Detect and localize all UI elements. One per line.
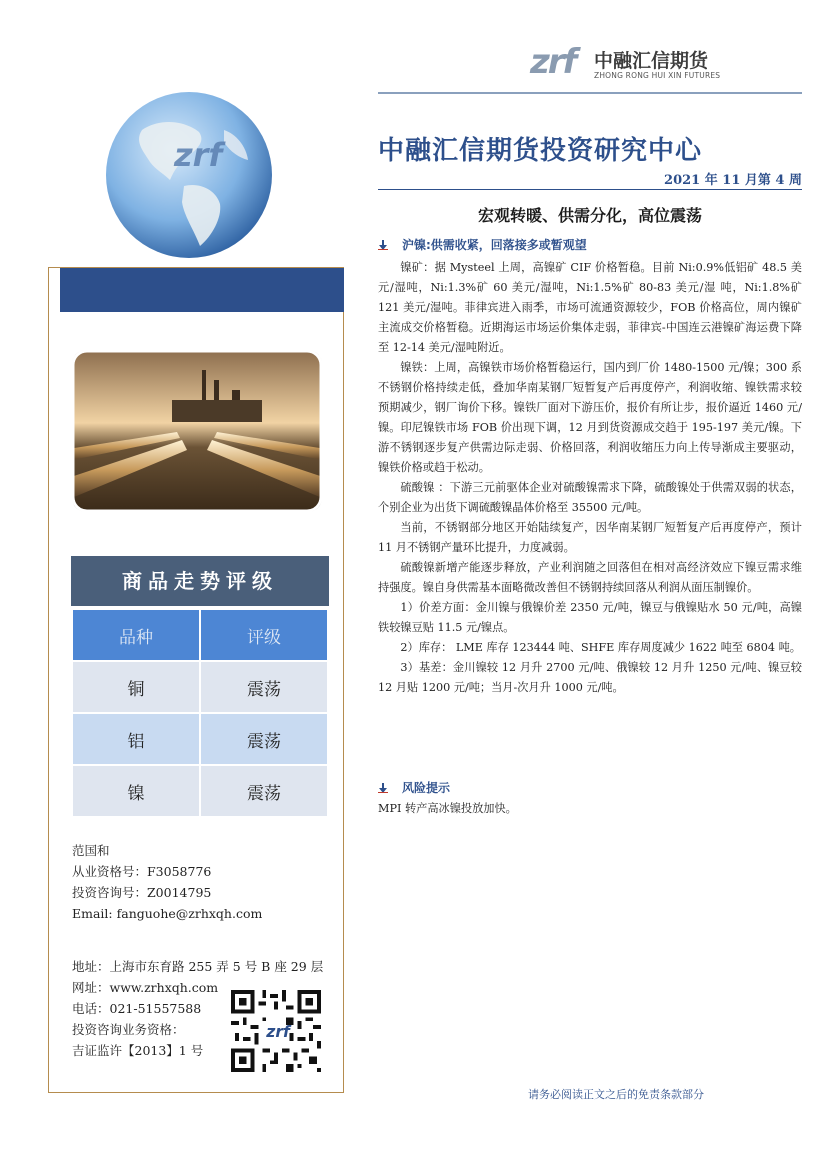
analyst-cert: 从业资格号：F3058776 — [72, 864, 212, 879]
paragraph: 硫酸镍新增产能逐步释放，产业利润随之回落但在相对高经济效应下镍豆需求维持强度。镍自身供需基本面略微改善但不锈钢持续回落从利润从面压制镍价。 — [378, 561, 802, 594]
paragraph: 2）库存： LME 库存 123444 吨、SHFE 库存周度减少 1622 吨至 6804 吨。 — [400, 641, 801, 654]
variety-cell: 镍 — [73, 766, 199, 816]
table-row — [73, 714, 327, 764]
section-heading-text: 沪镍:供需收紧，回落接多或暂观望 — [402, 238, 587, 252]
page-title: 中融汇信期货投资研究中心 — [378, 136, 703, 166]
paragraph: 1）价差方面：金川镍与俄镍价差 2350 元/吨，镍豆与俄镍贴水 50 元/吨，高镍铁较镍豆贴 11.5 元/镍点。 — [378, 601, 802, 634]
section-heading-text: 风险提示 — [402, 781, 451, 795]
col-variety-header: 品种 — [73, 610, 199, 660]
analyst-info — [72, 840, 262, 924]
disclaimer-note: 请务必阅读正文之后的免责条款部分 — [528, 1088, 704, 1101]
svg-text:zrf: zrf — [174, 136, 223, 174]
globe-image — [104, 90, 274, 260]
bullet-arrow-icon — [378, 782, 388, 792]
qualification-label: 投资咨询业务资格： — [72, 1022, 185, 1037]
variety-cell: 铝 — [73, 714, 199, 764]
pipeline-photo — [72, 350, 322, 512]
logo-mark: zrf — [530, 42, 576, 82]
report-date: 2021 年 11 月第 4 周 — [664, 173, 802, 188]
company-phone: 电话：021-51557588 — [72, 1001, 202, 1016]
report-body — [378, 258, 802, 698]
rating-header-row — [73, 610, 327, 660]
rating-cell: 震荡 — [201, 714, 327, 764]
col-rating-header: 评级 — [201, 610, 327, 660]
table-row — [73, 662, 327, 712]
variety-cell: 铜 — [73, 662, 199, 712]
table-row — [73, 766, 327, 816]
analyst-name: 范国和 — [72, 843, 110, 858]
paragraph: 3）基差：金川镍较 12 月升 2700 元/吨、俄镍较 12 月升 1250 元/吨、镍豆较 12 月贴 1200 元/吨；当月-次月升 1000 元/吨。 — [378, 661, 802, 694]
sidebar-header-bar — [60, 268, 344, 312]
company-website[interactable]: 网址：www.zrhxqh.com — [72, 980, 219, 995]
analyst-advisory: 投资咨询号：Z0014795 — [72, 885, 212, 900]
rating-cell: 震荡 — [201, 766, 327, 816]
svg-text:zrf: zrf — [266, 1022, 290, 1041]
paragraph: 硫酸镍 ：下游三元前驱体企业对硫酸镍需求下降，硫酸镍处于供需双弱的状态，个别企业为出货下调硫酸镍晶体价格至 35500 元/吨。 — [378, 481, 802, 514]
qr-code-icon — [230, 990, 322, 1072]
qualification-value: 吉证监许【2013】1 号 — [72, 1043, 204, 1058]
paragraph: 镍铁：上周，高镍铁市场价格暂稳运行，国内到厂价 1480-1500 元/镍；300 系不锈钢价格持续走低，叠加华南某钢厂短暂复产后再度停产，利润收缩、镍铁需求较预期减少，钢厂询价下移。镍铁厂面对下游压价，报价有所让步，报价逼近 1460 元/镍。印尼镍铁市场 FOB 价出现下调，12 月到货资源成交趋于 195-197 美元/镍。下游不锈钢逐步复产供需边际走弱、价格回落，利润收缩压力向上传导渐成主要驱动，镍铁价格或趋于松动。 — [378, 361, 802, 474]
top-divider — [378, 92, 802, 94]
company-logo — [530, 40, 730, 88]
risk-text: MPI 转产高冰镍投放加快。 — [378, 802, 517, 815]
report-subtitle: 宏观转暖、供需分化，高位震荡 — [477, 206, 702, 225]
section-heading-risk — [378, 779, 450, 796]
section-heading-nickel — [378, 236, 587, 253]
title-divider — [378, 189, 802, 190]
logo-name-cn: 中融汇信期货 — [594, 50, 709, 72]
rating-title: 商品走势评级 — [71, 556, 329, 606]
bullet-arrow-icon — [378, 239, 388, 249]
logo-name-en: ZHONG RONG HUI XIN FUTURES — [594, 71, 721, 80]
paragraph: 当前，不锈钢部分地区开始陆续复产，因华南某钢厂短暂复产后再度停产，预计 11 月不锈钢产量环比提升，力度减弱。 — [378, 521, 802, 554]
rating-cell: 震荡 — [201, 662, 327, 712]
company-address: 地址：上海市东育路 255 弄 5 号 B 座 29 层 — [72, 959, 324, 974]
paragraph: 镍矿：据 Mysteel 上周，高镍矿 CIF 价格暂稳。目前 Ni:0.9%低铝矿 48.5 美元/湿吨，Ni:1.3%矿 60 美元/湿吨，Ni:1.5%矿 80-83 美元/湿 吨，Ni:1.8%矿 121 美元/湿吨。菲律宾进入雨季，市场可流通资源较少，FOB 价格高位，周内镍矿主流成交价格暂稳。近期海运市场运价集体走弱，菲律宾-中国连云港镍矿海运费下降至 12-14 美元/湿吨附近。 — [378, 261, 802, 354]
rating-table — [71, 608, 329, 818]
analyst-email[interactable]: Email: fanguohe@zrhxqh.com — [72, 906, 263, 921]
